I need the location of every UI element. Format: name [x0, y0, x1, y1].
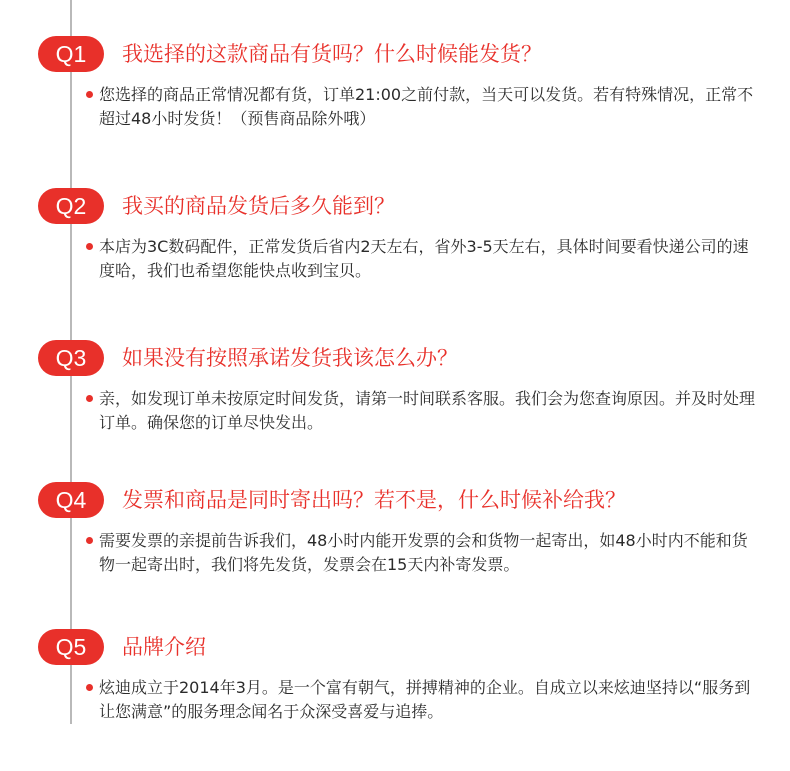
question-title: 发票和商品是同时寄出吗？若不是，什么时候补给我？	[122, 488, 626, 512]
answer-block	[86, 676, 756, 724]
question-badge: Q3	[38, 340, 104, 376]
question-title: 我选择的这款商品有货吗？什么时候能发货？	[122, 42, 542, 66]
question-badge: Q1	[38, 36, 104, 72]
question-badge: Q2	[38, 188, 104, 224]
answer-block	[86, 235, 756, 283]
answer-block	[86, 83, 756, 131]
question-title: 品牌介绍	[122, 635, 206, 659]
answer-text: 亲，如发现订单未按原定时间发货，请第一时间联系客服。我们会为您查询原因。并及时处理订单。确保您的订单尽快发出。	[99, 389, 756, 432]
bullet-dot-icon	[86, 395, 93, 402]
answer-block	[86, 387, 756, 435]
bullet-dot-icon	[86, 243, 93, 250]
question-badge: Q5	[38, 629, 104, 665]
answer-text: 需要发票的亲提前告诉我们，48小时内能开发票的会和货物一起寄出，如48小时内不能和货物一起寄出时，我们将先发货，发票会在15天内补寄发票。	[99, 531, 748, 574]
bullet-dot-icon	[86, 537, 93, 544]
answer-text: 您选择的商品正常情况都有货，订单21:00之前付款，当天可以发货。若有特殊情况，正常不超过48小时发货！（预售商品除外哦）	[99, 85, 754, 128]
question-title: 如果没有按照承诺发货我该怎么办？	[122, 346, 458, 370]
bullet-dot-icon	[86, 684, 93, 691]
answer-block	[86, 529, 756, 577]
bullet-dot-icon	[86, 91, 93, 98]
question-title: 我买的商品发货后多久能到？	[122, 194, 395, 218]
answer-text: 炫迪成立于2014年3月。是一个富有朝气，拼搏精神的企业。自成立以来炫迪坚持以“服务到让您满意”的服务理念闻名于众深受喜爱与追捧。	[99, 678, 751, 721]
question-badge: Q4	[38, 482, 104, 518]
answer-text: 本店为3C数码配件，正常发货后省内2天左右，省外3-5天左右，具体时间要看快递公司的速度哈，我们也希望您能快点收到宝贝。	[99, 237, 749, 280]
